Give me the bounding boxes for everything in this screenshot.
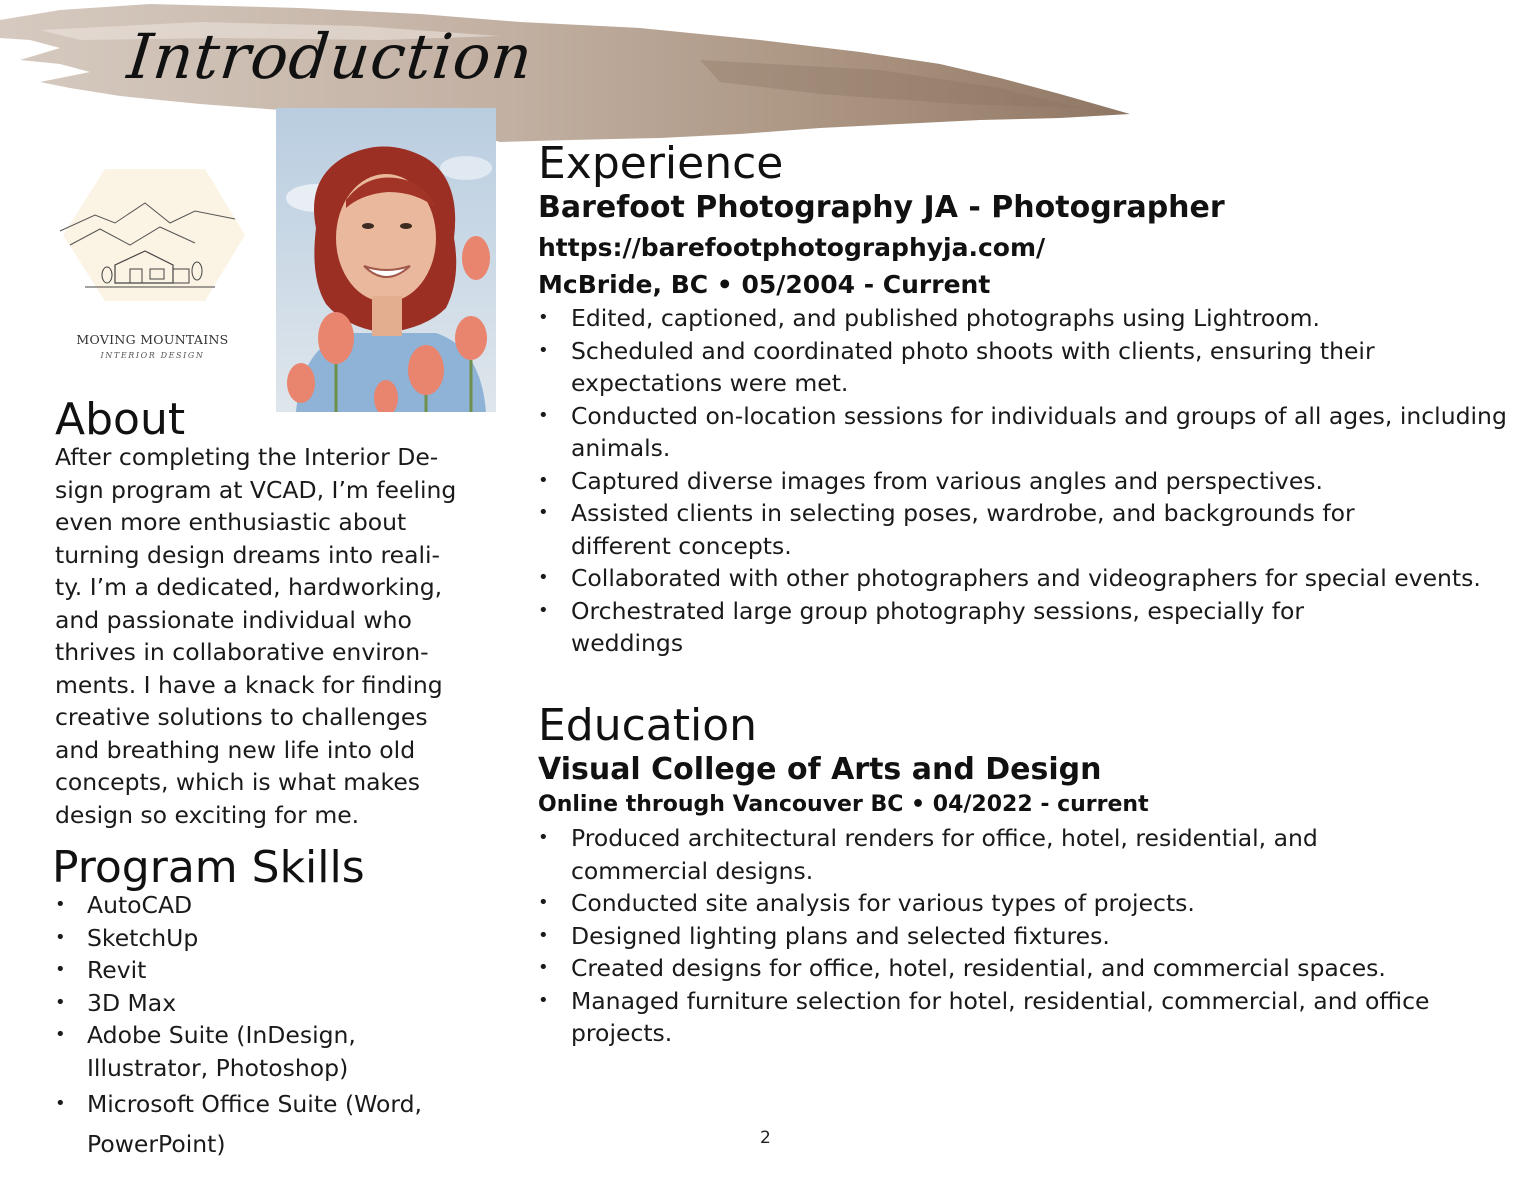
education-school: Visual College of Arts and Design xyxy=(538,752,1102,787)
education-location-dates: Online through Vancouver BC • 04/2022 - current xyxy=(538,792,1149,817)
skills-heading: Program Skills xyxy=(52,842,365,893)
about-line: thrives in collaborative environ- xyxy=(55,638,429,666)
company-logo xyxy=(55,165,250,370)
skill-item: • Adobe Suite (InDesign, Illustrator, Photoshop) xyxy=(55,1019,407,1084)
experience-bullet: • Edited, captioned, and published photographs using Lightroom. xyxy=(538,302,1488,335)
experience-bullet: • Collaborated with other photographers and videographers for special events. xyxy=(538,562,1501,595)
skill-item: • AutoCAD xyxy=(55,889,485,922)
about-paragraph xyxy=(55,441,495,831)
about-heading: About xyxy=(55,394,186,445)
about-line: and passionate individual who xyxy=(55,605,412,634)
experience-bullet: • Orchestrated large group photography sessions, especially for weddings xyxy=(538,595,1411,660)
skills-list xyxy=(55,889,485,1164)
education-bullet: • Produced architectural renders for office, hotel, residential, and commercial designs. xyxy=(538,822,1421,887)
page-number: 2 xyxy=(760,1128,771,1148)
about-line: ments. I have a knack for finding xyxy=(55,670,443,699)
education-bullets xyxy=(538,822,1488,1050)
education-bullet: • Managed furniture selection for hotel, residential, commercial, and office projects. xyxy=(538,985,1471,1050)
experience-bullet: • Scheduled and coordinated photo shoots with clients, ensuring their expectations were met. xyxy=(538,335,1451,400)
experience-bullet: • Conducted on-location sessions for individuals and groups of all ages, including animals. xyxy=(538,400,1511,465)
experience-heading: Experience xyxy=(538,138,784,189)
about-line: design so exciting for me. xyxy=(55,800,360,829)
education-bullet: • Designed lighting plans and selected fixtures. xyxy=(538,920,1488,953)
experience-url[interactable]: https://barefootphotographyja.com/ xyxy=(538,233,1046,262)
education-heading: Education xyxy=(538,700,758,751)
experience-job-title: Barefoot Photography JA - Photographer xyxy=(538,190,1225,225)
about-line: concepts, which is what makes xyxy=(55,768,421,796)
about-line: turning design dreams into reali- xyxy=(55,540,441,569)
education-bullet: • Conducted site analysis for various types of projects. xyxy=(538,887,1488,920)
logo-subtitle: INTERIOR DESIGN xyxy=(100,351,205,360)
logo-company-name: MOVING MOUNTAINS xyxy=(76,332,229,347)
page-title: Introduction xyxy=(124,20,537,93)
skill-item: • 3D Max xyxy=(55,987,485,1020)
about-line: sign program at VCAD, I’m feeling xyxy=(55,475,457,504)
about-line: After completing the Interior De- xyxy=(55,443,439,471)
about-line: creative solutions to challenges xyxy=(55,703,428,731)
about-line: and breathing new life into old xyxy=(55,735,416,764)
mountain-house-icon xyxy=(55,165,250,335)
experience-bullet: • Assisted clients in selecting poses, wardrobe, and backgrounds for different concepts. xyxy=(538,497,1461,562)
experience-bullets xyxy=(538,302,1507,660)
skill-item: • SketchUp xyxy=(55,922,485,955)
skill-item: • Microsoft Office Suite (Word, PowerPoint) xyxy=(55,1084,477,1164)
skill-item: • Revit xyxy=(55,954,485,987)
experience-location-dates: McBride, BC • 05/2004 - Current xyxy=(538,270,991,299)
about-line: even more enthusiastic about xyxy=(55,508,407,536)
education-bullet: • Created designs for office, hotel, residential, and commercial spaces. xyxy=(538,952,1488,985)
profile-photo xyxy=(276,108,496,412)
about-line: ty. I’m a dedicated, hardworking, xyxy=(55,573,443,601)
experience-bullet: • Captured diverse images from various angles and perspectives. xyxy=(538,465,1488,498)
